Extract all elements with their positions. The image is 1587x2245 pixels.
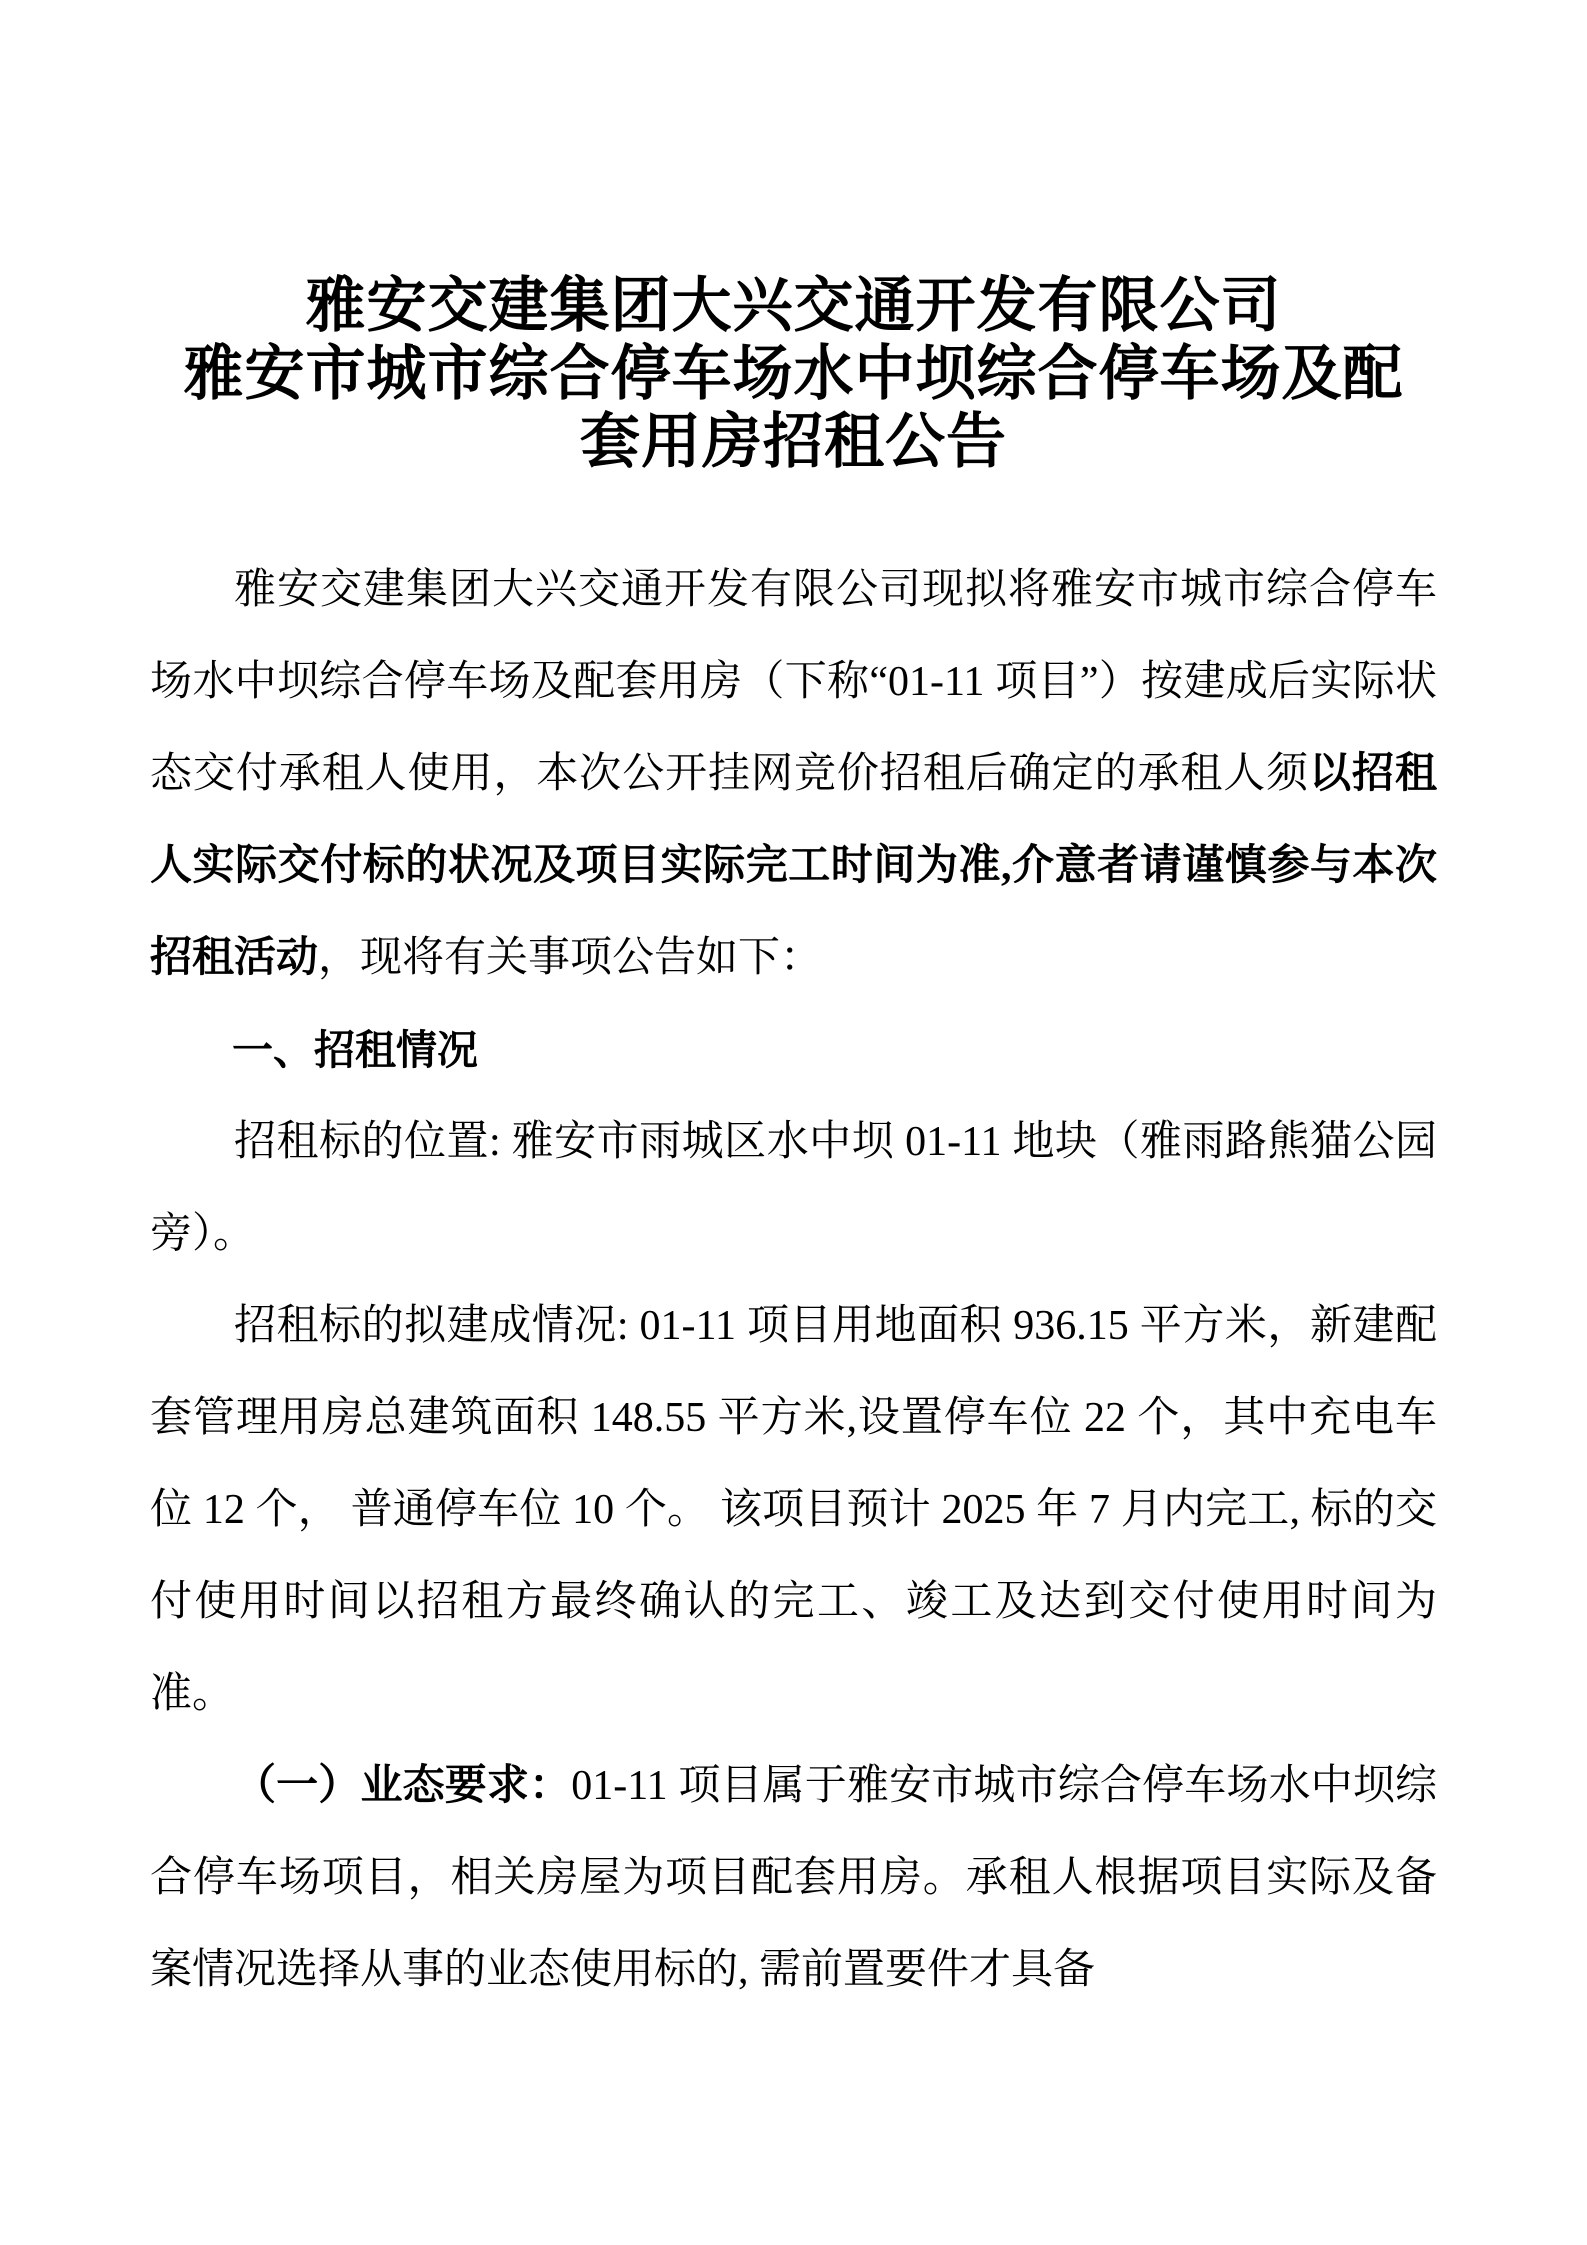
paragraph — [150, 1280, 1437, 1740]
document-body — [150, 544, 1437, 2016]
text-run: 招租标的位置: 雅安市雨城区水中坝 01-11 地块（雅雨路熊猫公园旁）。 — [150, 1119, 1437, 1257]
text-run: （一）业态要求： — [234, 1763, 572, 1809]
paragraph — [150, 544, 1437, 1004]
document-title-line-1: 雅安交建集团大兴交通开发有限公司 — [305, 273, 1282, 339]
document-title-line-2: 雅安市城市综合停车场水中坝综合停车场及配 — [183, 341, 1404, 407]
paragraph — [150, 1096, 1437, 1280]
text-run: 以招租人实际交付标的状况及项目实际完工时间为准,介意者请谨慎参与本次招租活动 — [150, 751, 1437, 981]
document-title-line-3: 套用房招租公告 — [580, 409, 1007, 475]
section-heading — [150, 1004, 1437, 1096]
document-title — [150, 272, 1437, 476]
paragraph — [150, 1740, 1437, 2016]
text-run: ，现将有关事项公告如下： — [318, 935, 823, 981]
text-run: 一、招租情况 — [232, 1027, 478, 1073]
text-run: 招租标的拟建成情况: 01-11 项目用地面积 936.15 平方米，新建配套管理用房总建筑面积 148.55 平方米,设置停车位 22 个，其中充电车位 12 个， 普通停车位 10 个。 该项目预计 2025 年 7 月内完工, 标的交付使用时间以招租方最终确认的完工、竣工及达到交付使用时间为准。 — [150, 1303, 1437, 1717]
text-run: 雅安交建集团大兴交通开发有限公司现拟将雅安市城市综合停车场水中坝综合停车场及配套用房（下称“01-11 项目”）按建成后实际状态交付承租人使用，本次公开挂网竞价招租后确定的承租人须 — [150, 567, 1437, 797]
text-run: 01-11 项目属于雅安市城市综合停车场水中坝综合停车场项目，相关房屋为项目配套用房。承租人根据项目实际及备案情况选择从事的业态使用标的, 需前置要件才具备 — [150, 1763, 1437, 1993]
